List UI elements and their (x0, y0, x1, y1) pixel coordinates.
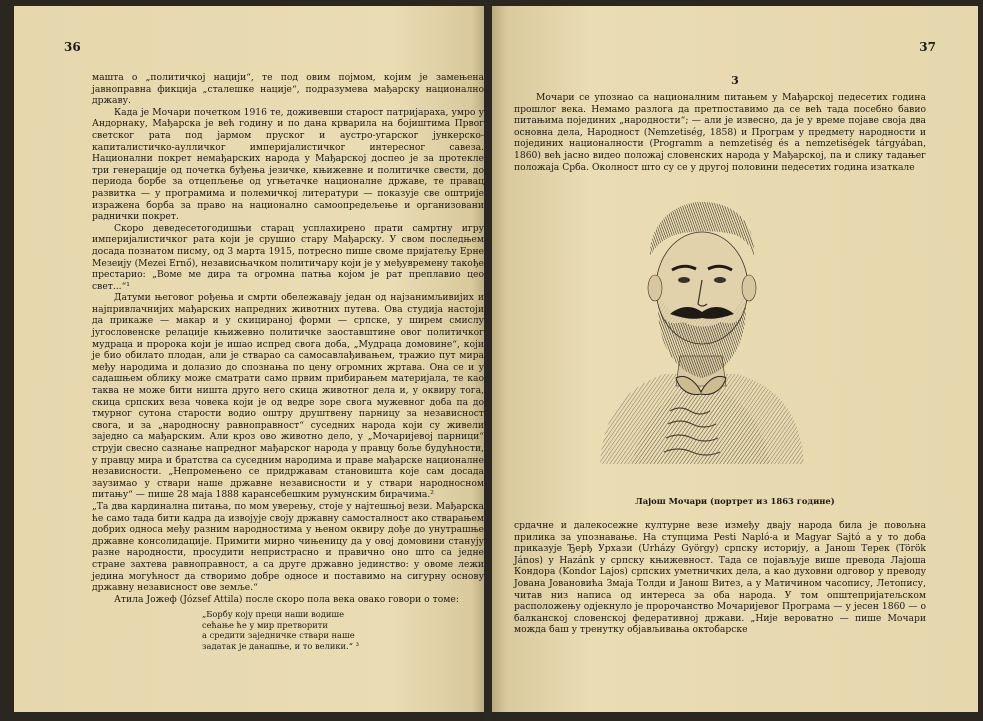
left-page (14, 6, 486, 712)
left-page-text (92, 72, 484, 651)
section-number: 3 (731, 74, 739, 87)
poem-line: а средити заједничке ствари наше (202, 630, 355, 641)
right-page-text-bottom (514, 520, 926, 636)
poem-quote (202, 609, 484, 651)
portrait-caption: Лајош Мочари (портрет из 1863 године) (635, 496, 835, 506)
paragraph: Када је Мочари почетком 1916 те, доживевши старост патријараха, умро у Андорнаку, Мађарска је већ годину и по дана крварила на бојиштима Првог светског рата под јармом пруског и аустро-угарског јункерско-капиталистичко-аулличког империјалистичког интересног савеза. Национални покрет немађарских народа у Мађарској доспео је за протекле три генерације од почетка буђења језичке, књижевне и политичке свести, до периода борбе за отцепљење од угњетачке националне државе, те правац развитка — у програмима и полемичкој литератури — показује све оштрије изражена борба за право на национално самоопредељење и организовани раднички покрет. (92, 106, 484, 223)
paragraph: Атила Јожеф (József Attila) после скоро пола века овако говори о томе: (114, 593, 459, 605)
paragraph: Мочари се упознао са националним питањем у Мађарској педесетих година прошлог века. Немамо разлога да претпоставимо да се већ тада посебно бавио питањима појединих „народности“; — али је извесно, да је у време појаве своја два основна дела, Народност (Nemzetiség, 1858) и Програм у предмету народности и појединих националности (Programm a nemzetiség és a nemzetiségek tárgyában, 1860) већ јасно видео положај словенских народа у Мађарској, па и слику тадањег положаја Срба. Околност што су се у другој половини педесетих година изаткале (514, 92, 926, 173)
poem-line: задатак је данашње, и то велики.“ ³ (202, 640, 359, 651)
paragraph: Скоро деведесетогодишњи старац усплахирено прати самртну игру империјалистичког рата који је срушио стару Мађарску. У свом последњем досада познатом писму, од 3 марта 1915, потресно пише своме пријатељу Ерне Мезеију (Mezei Ernő), независњачком политичару који је у међувремену такође престарио: „Воме ме дира та огромна патња којом је рат преплавио цео свет...“¹ (92, 222, 484, 292)
right-page (492, 6, 978, 712)
page-number-right: 37 (919, 40, 936, 54)
poem-line: сећање ће у мир претворити (202, 619, 328, 630)
portrait-engraving (592, 196, 810, 466)
right-page-text-top (514, 92, 926, 173)
paragraph: срдачне и далекосежне културне везе између двају народа била је повољна прилика за упознавање. На ступцима Pesti Napló-а и Magyar Sajtó а у то доба приказује Ђерђ Урхази (Urházy György) српску историју, а Јанош Терек (Török János) у Hazánk у српску књижевност. Тада се појављује више превода Лајоша Кондора (Kondor Lajos) српских уметничких дела, а као духовни одговор у преводу Јована Јовановића Змаја Толди и Јанош Витез, а у Матичином часопису, Летопису, читав низ написа од интереса за оба народа. У том општепријатељском расположењу одјекнуло је пророчанство Мочаријевог Програма — у јесен 1860 — о балканској словенској федеративној држави. „Није вероватно — пише Мочари можда баш у тренутку објављивања октобарске (514, 520, 926, 636)
poem-line: „Борбу коју преци наши водише (202, 609, 345, 620)
page-number-left: 36 (64, 40, 81, 54)
paragraph: Датуми његовог рођења и смрти обележавају један од најзанимљивијих и најпривлачнијих мађарских напредних животних путева. Ова студија настоји да прикаже — макар и у скицираној форми — српске, у ширем смислу југословенске релације књижевно политичке заоставштине овог политичког мудраца и пророка који је ишао испред свога доба, „Мудраца домовине“, који је био обилато плодан, али је стварао са самосавлађивањем, тражио пут мира међу народима и долазио до спознања по цену огромних жртава. Она се и у садашњем облику може сматрати само првим прибирањем материјала, те као таква не може бити ништа друго него скица животног дела и, у оквиру тога, скица српских веза човека који је од ведре зоре свога мужевног доба па до тмурног сутона старости водио оштру друштвену парницу за независност свога, и за „народносну равноправност“ суседних народа који су живели заједно са мађарским. Али кроз ово животно дело, у „Мочаријевој парници“ струји свесно сазнање напредног мађарског народа у правцу боље будућности, у правцу мира и братства са суседним народима и праве мађарске националне независности. „Непромењено се придржавам становишта које сам досада заузимао у ствари наше државне независности и у ствари народносном питању“ — пише 28 маја 1888 карансебешким румунским бирачима.² (92, 292, 484, 501)
paragraph: машта о „политичкој нацији“, те под овим појмом, којим је замењена јавноправна фикција „сталешке нације“, подразумева мађарску национално државу. (92, 72, 484, 107)
paragraph: „Та два кардинална питања, по мом уверењу, стоје у најтешњој вези. Мађарска ће само тада бити кадра да извојује своју државну самосталност ако стварањем добрих односа међу разним народностима у њеном оквиру дође до унутрашње државне консолидације. Примити мирно чињеницу да у овој домовини станују разне народности, просудити непристрасно и правично оно што са једне стране захтева равноправност, а са друге државно јединство: у овоме лежи једина могућност да створимо добре односе и поставимо на сигурну основу државну независност ове земље.“ (92, 500, 484, 594)
